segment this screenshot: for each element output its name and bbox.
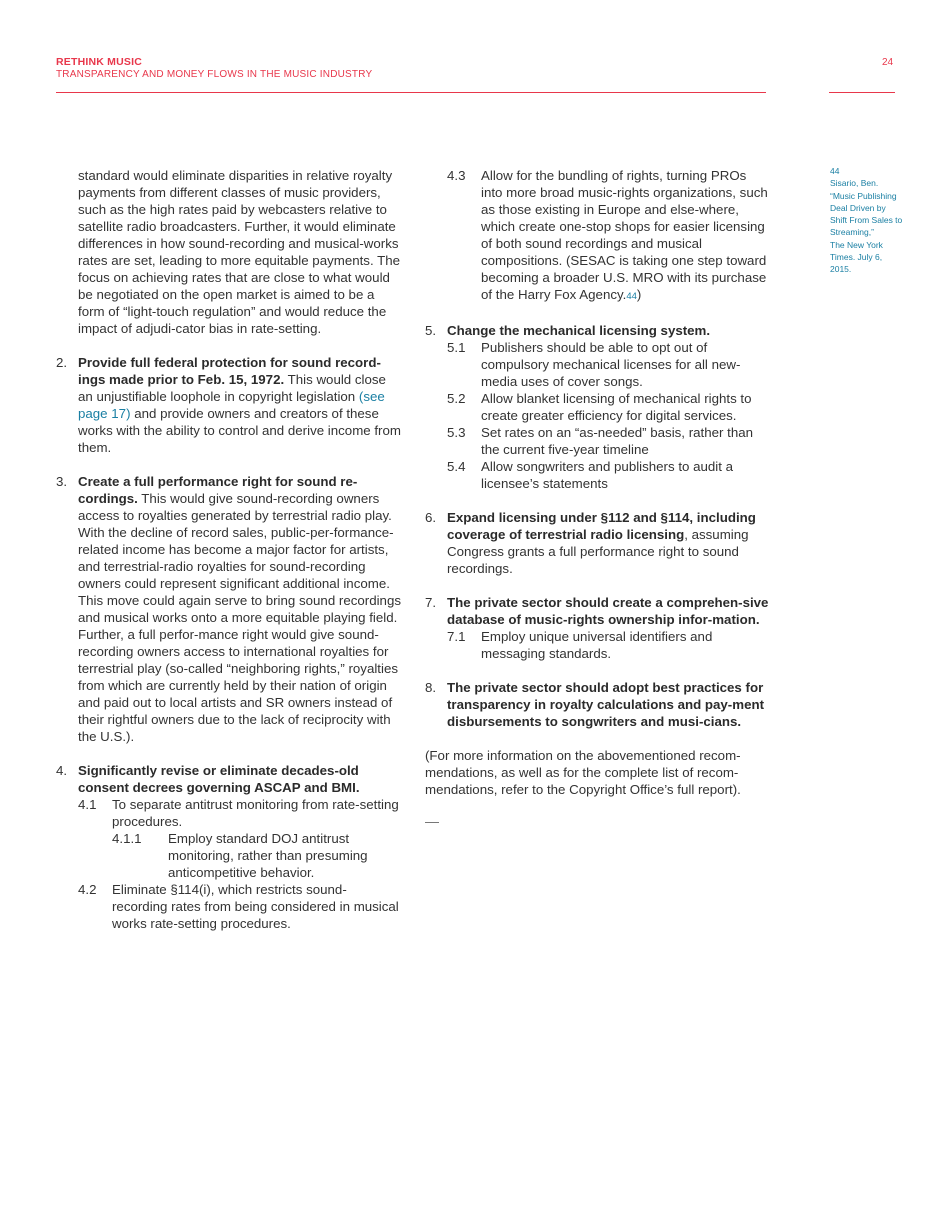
sidenote-author: Sisario, Ben. (830, 178, 879, 189)
sub-item-5-1 (447, 339, 770, 390)
recommendation-heading: Significantly revise or eliminate decades-old consent decrees governing ASCAP and BMI. (78, 763, 360, 795)
sub-item-text: To separate antitrust monitoring from rate-setting procedures. (112, 797, 399, 829)
recommendation-3 (56, 473, 401, 745)
item-number: 3. (56, 474, 68, 489)
recommendation-4 (56, 762, 401, 932)
recommendation-heading: The private sector should adopt best practices for transparency in royalty calculations and pay-ment disbursements to songwriters and musi-cians. (447, 680, 765, 729)
item-number: 7. (425, 595, 437, 610)
sub-item-number: 5.2 (447, 391, 466, 406)
sidenote-number: 44 (830, 166, 840, 176)
sub-item-number: 7.1 (447, 629, 466, 644)
right-column (425, 167, 770, 823)
sub-item-text: Employ unique universal identifiers and messaging standards. (481, 629, 713, 661)
sub-item-number: 4.1 (78, 797, 97, 812)
header-subtitle: TRANSPARENCY AND MONEY FLOWS IN THE MUSIC INDUSTRY (56, 69, 373, 80)
recommendation-heading: Change the mechanical licensing system. (447, 323, 711, 338)
sub-item-text: Set rates on an “as-needed” basis, rather than the current five-year timeline (481, 425, 754, 457)
recommendation-2 (56, 354, 401, 456)
recommendation-heading: Provide full federal protection for sound record-ings made prior to Feb. 15, 1972. (78, 355, 381, 387)
item-number: 4. (56, 763, 68, 778)
sub-item-number: 4.1.1 (112, 831, 142, 846)
end-dash (425, 822, 439, 823)
item-number: 8. (425, 680, 437, 695)
recommendation-5 (425, 322, 770, 492)
footnote-ref-44[interactable]: 44 (626, 291, 637, 302)
sub-item-number: 5.1 (447, 340, 466, 355)
sub-item-text: Employ standard DOJ antitrust monitoring, rather than presuming anticompetitive behavior. (168, 831, 368, 880)
sub-item-number: 4.3 (447, 168, 466, 183)
recommendation-text: This would give sound-recording owners access to royalties generated by terrestrial radio play. With the decline of record sales, public-per-formance-related income has become a major factor for artists, and terrestrial-radio royalties for sound-recording owners could represent significant additional income. This move could again serve to bring sound recordings and musical works onto a more equitable playing field. Further, a full perfor-mance right would give sound-recording owners access to international royalties for terrestrial play (so-called “neighboring rights,” royalties from which are currently held by their nation of origin and paid out to local artists and SR owners instead of their rightful owners due to the lack of reciprocity with the U.S.). (78, 491, 401, 744)
sub-item-text: Allow for the bundling of rights, turning PROs into more broad music-rights organizations, such as those existing in Europe and else-where, which create one-stop shops for easier licensing of both sound recordings and musical compositions. (SESAC is taking one step toward becoming a broader U.S. MRO with its purchase of the Harry Fox Agency. (481, 168, 768, 302)
sub-item-close: ) (636, 287, 642, 302)
sub-item-number: 4.2 (78, 882, 97, 897)
sub-item-text: Eliminate §114(i), which restricts sound-recording rates from being considered in musical works rate-setting procedures. (112, 882, 399, 931)
sub-item-4-1-1 (78, 830, 401, 881)
sub-item-text: Allow songwriters and publishers to audit a licensee’s statements (481, 459, 734, 491)
sub-item-number: 5.4 (447, 459, 466, 474)
sidenote-title: “Music Publishing Deal Driven by Shift From Sales to Streaming,” (830, 190, 903, 238)
header-title: RETHINK MUSIC (56, 56, 143, 68)
header-rule (56, 92, 766, 93)
intro-paragraph (56, 167, 401, 337)
sub-item-text: Allow blanket licensing of mechanical rights to create greater efficiency for digital services. (481, 391, 752, 423)
item-number: 2. (56, 355, 68, 370)
sidebar-rule (829, 92, 895, 93)
sub-item-4-1 (78, 796, 401, 830)
sub-item-4-3 (447, 167, 770, 305)
page-number: 24 (882, 57, 894, 68)
intro-text: standard would eliminate disparities in relative royalty payments from different classes of music providers, such as the high rates paid by webcasters relative to satellite radio broadcasters. Further, it would eliminate differences in how sound-recording and musical-works rates are set, leading to more equitable payments. The focus on achieving rates that are close to what would be negotiated on the open market is aimed to be a form of “light-touch regulation” and would reduce the impact of adjudi-cator bias in rate-setting. (78, 168, 401, 336)
recommendation-text: , assuming Congress grants a full performance right to sound recordings. (447, 527, 749, 576)
item-number: 5. (425, 323, 437, 338)
sub-item-number: 5.3 (447, 425, 466, 440)
recommendation-text: This would close an unjustifiable loophole in copyright legislation (78, 372, 386, 404)
recommendation-6 (425, 509, 770, 577)
closing-paragraph: (For more information on the abovementioned recom-mendations, as well as for the complete list of recom-mendations, refer to the Copyright Office’s full report). (425, 748, 741, 797)
recommendation-7 (425, 594, 770, 662)
sidenote (830, 165, 905, 276)
sub-item-5-2 (447, 390, 770, 424)
sub-item-5-4 (447, 458, 770, 492)
sidenote-source: The New York Times. July 6, 2015. (830, 239, 883, 275)
sub-item-5-3 (447, 424, 770, 458)
left-column (56, 167, 401, 932)
item-number: 6. (425, 510, 437, 525)
sub-item-text: Publishers should be able to opt out of compulsory mechanical licenses for all new-media uses of cover songs. (481, 340, 741, 389)
sub-item-4-2 (78, 881, 401, 932)
recommendation-text-cont: and provide owners and creators of these works with the ability to control and derive income from them. (78, 406, 401, 455)
recommendation-heading: Expand licensing under §112 and §114, including coverage of terrestrial radio licensing (447, 510, 756, 542)
page-17-link[interactable]: (see page 17) (78, 389, 385, 421)
recommendation-heading: The private sector should create a comprehen-sive database of music-rights ownership infor-mation. (447, 595, 769, 627)
recommendation-heading: Create a full performance right for sound re-cordings. (78, 474, 358, 506)
sub-item-7-1 (447, 628, 770, 662)
recommendation-8 (425, 679, 770, 730)
